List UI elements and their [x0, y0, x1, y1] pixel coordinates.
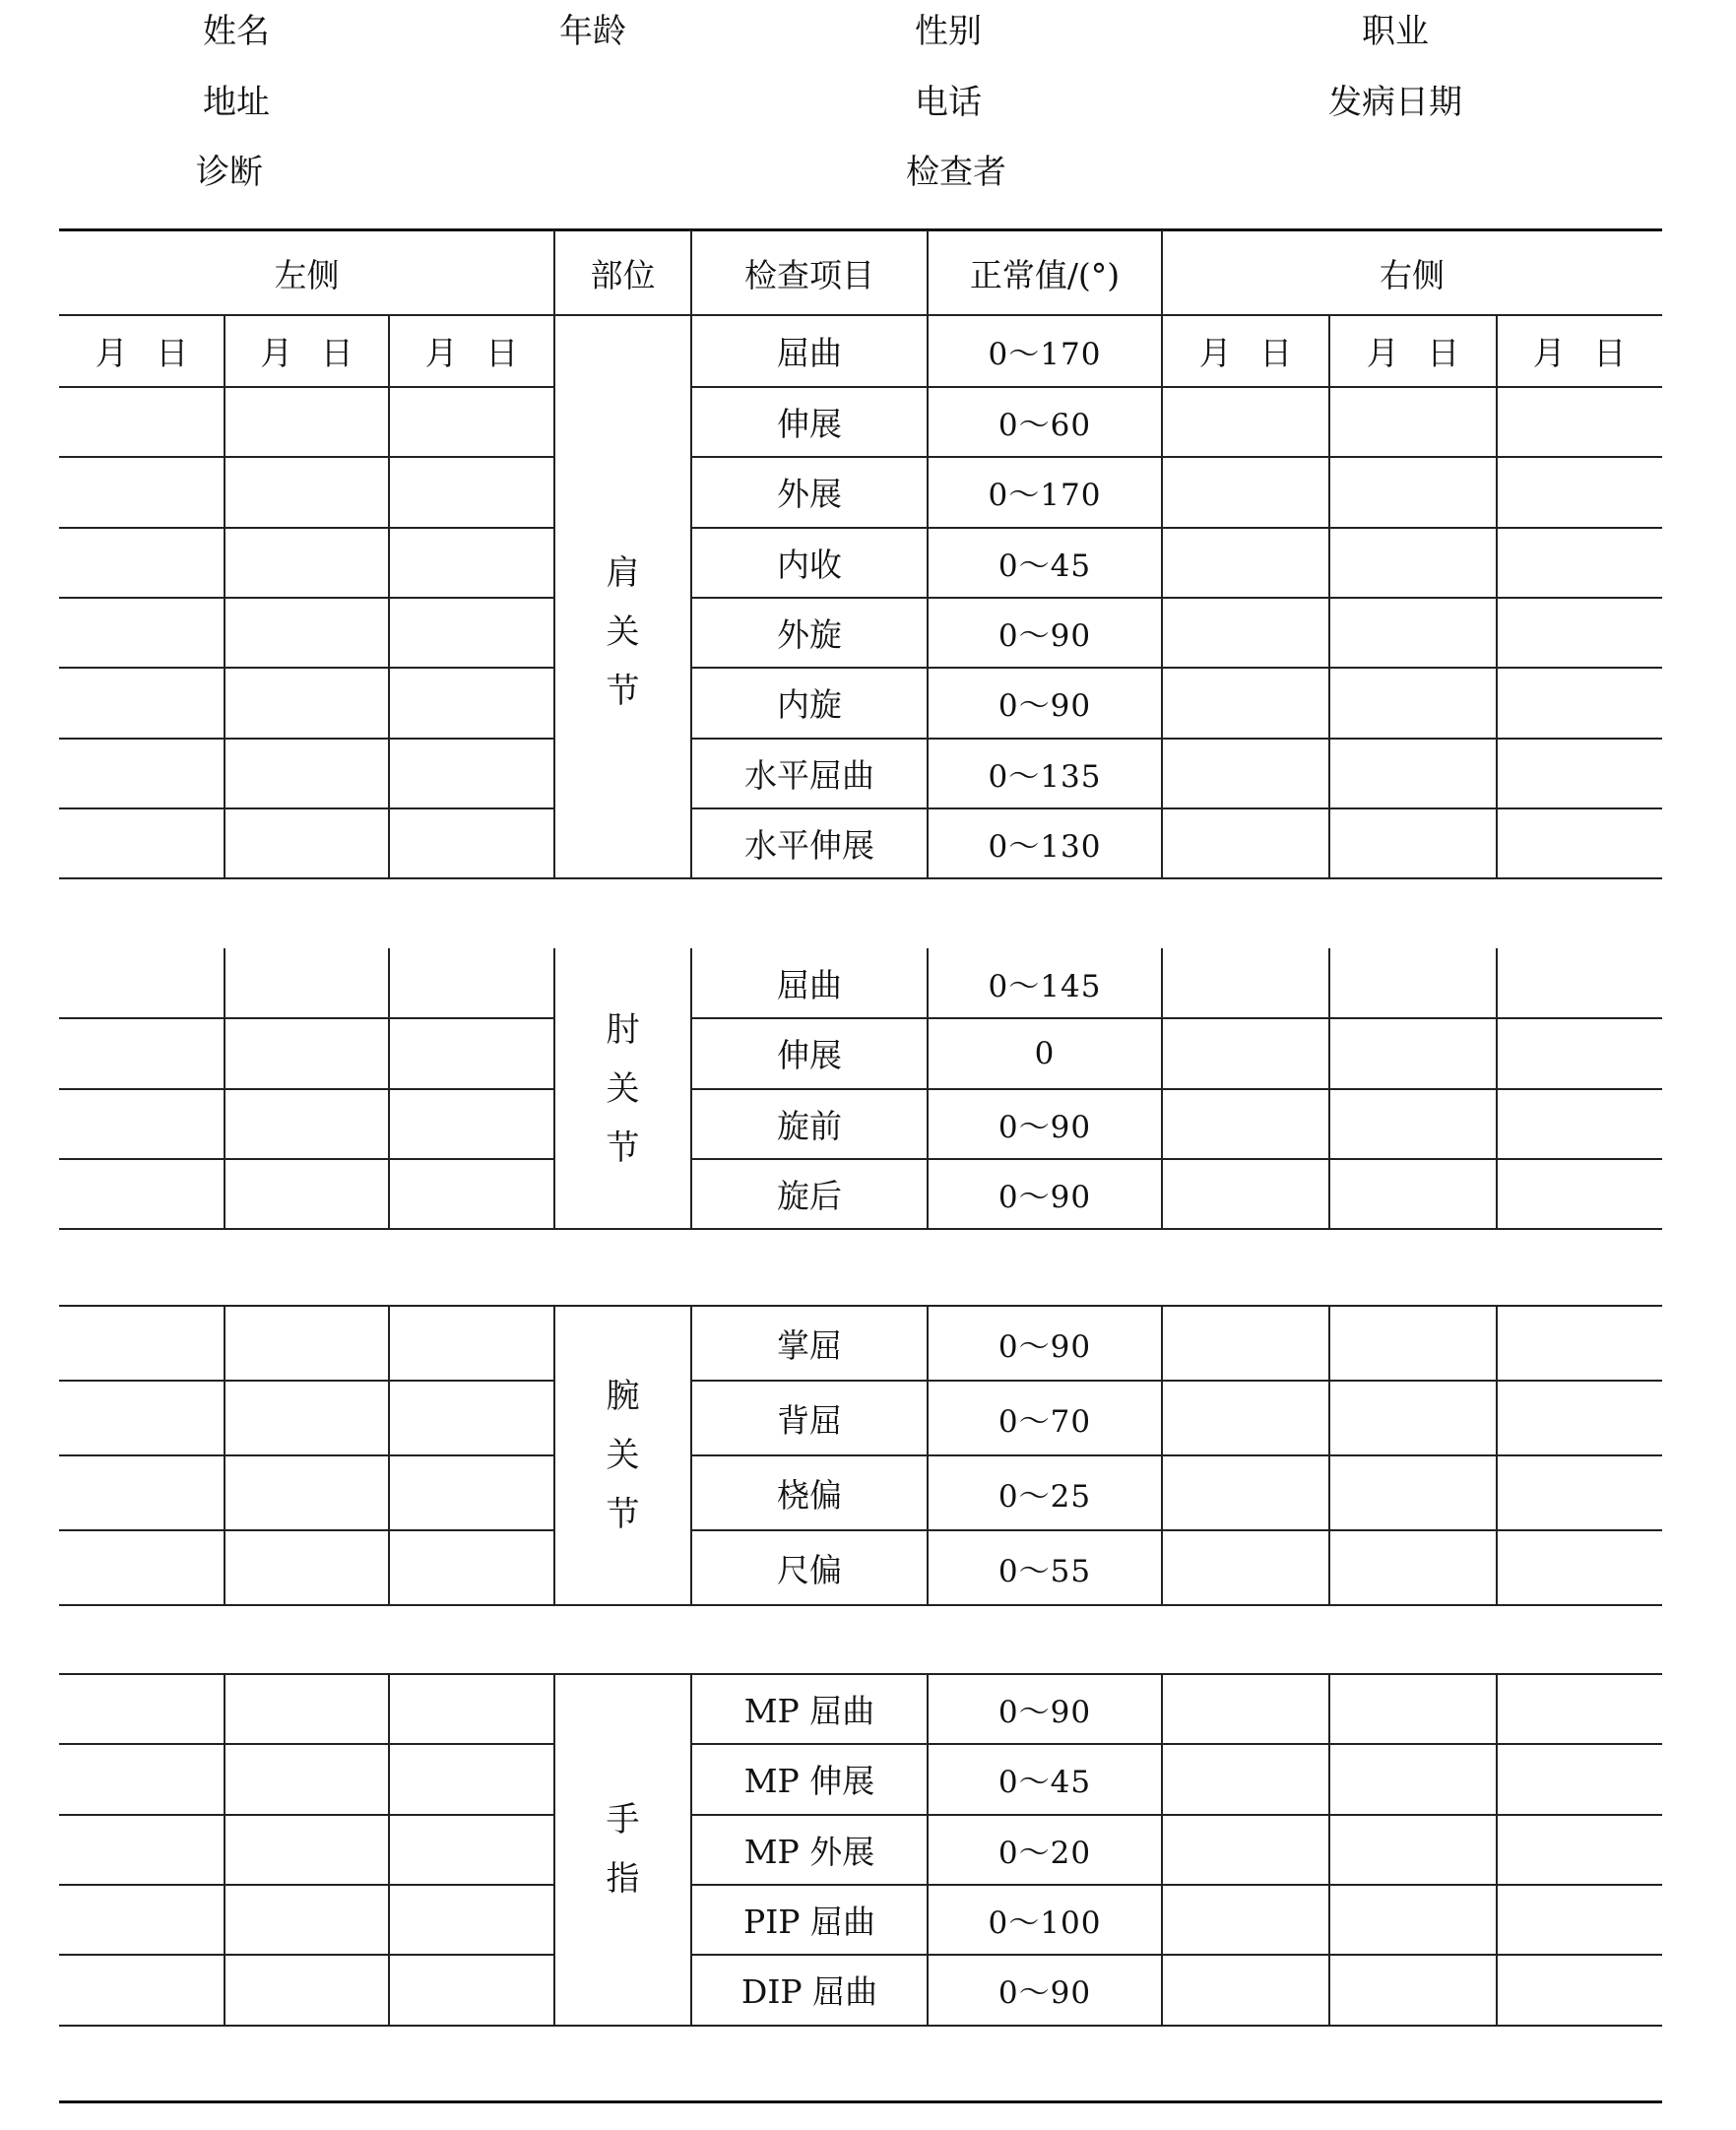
row-divider — [691, 1529, 1662, 1531]
column-divider — [927, 1306, 929, 1605]
section-bottom-rule — [59, 877, 1662, 879]
column-divider — [690, 315, 692, 878]
date-row-divider — [59, 386, 554, 388]
normal-value: 0～170 — [988, 478, 1102, 514]
joint-part-char: 肩 — [606, 552, 640, 593]
column-divider — [927, 315, 929, 878]
exam-item: MP 伸展 — [743, 1762, 875, 1801]
header-column-divider — [1161, 230, 1163, 315]
joint-part-char: 指 — [606, 1859, 640, 1900]
row-divider — [691, 1088, 1662, 1090]
row-divider — [691, 456, 1662, 458]
row-divider — [691, 1954, 1662, 1956]
exam-item: 水平伸展 — [744, 825, 874, 865]
row-divider — [59, 1454, 554, 1456]
column-divider — [553, 1674, 555, 2026]
normal-value: 0～100 — [988, 1905, 1102, 1942]
column-divider — [1328, 1674, 1330, 2026]
normal-value-header: 正常值/(°) — [969, 255, 1121, 294]
joint-part-label — [554, 948, 691, 1229]
joint-part-char: 节 — [606, 671, 640, 711]
column-divider — [1161, 1306, 1163, 1605]
exam-item: 内旋 — [777, 685, 842, 725]
date-column-divider — [1328, 315, 1330, 387]
normal-value: 0～135 — [988, 758, 1102, 795]
exam-item: 内收 — [777, 545, 842, 584]
joint-part-char: 腕 — [606, 1377, 640, 1416]
normal-value: 0～90 — [997, 1109, 1092, 1145]
column-divider — [690, 1674, 692, 2026]
row-divider — [59, 1954, 554, 1956]
row-divider — [59, 1743, 554, 1745]
exam-item: 背屈 — [777, 1400, 842, 1440]
joint-part-label — [554, 1306, 691, 1605]
normal-value: 0～90 — [997, 1180, 1092, 1216]
normal-value: 0～130 — [988, 828, 1102, 865]
normal-value: 0～55 — [997, 1553, 1092, 1589]
row-divider — [691, 807, 1662, 809]
column-divider — [1496, 1674, 1498, 2026]
exam-item: MP 屈曲 — [743, 1692, 875, 1731]
column-divider — [553, 315, 555, 878]
column-divider — [1161, 1674, 1163, 2026]
date-row-divider — [1162, 386, 1662, 388]
phone-label: 电话 — [915, 83, 982, 122]
left-side-header: 左侧 — [274, 255, 340, 294]
column-divider — [1496, 1306, 1498, 1605]
row-divider — [691, 1454, 1662, 1456]
column-divider — [388, 387, 390, 878]
row-divider — [59, 1884, 554, 1886]
sex-label: 性别 — [915, 12, 982, 51]
row-divider — [691, 1158, 1662, 1160]
exam-item: PIP 屈曲 — [743, 1903, 875, 1942]
normal-value: 0～90 — [997, 1328, 1092, 1365]
column-divider — [1328, 948, 1330, 1229]
right-side-header: 右侧 — [1380, 255, 1445, 294]
row-divider — [59, 527, 554, 529]
part-header: 部位 — [590, 255, 656, 294]
row-divider — [59, 1158, 554, 1160]
row-divider — [59, 667, 554, 669]
row-divider — [691, 597, 1662, 599]
column-divider — [553, 1306, 555, 1605]
normal-value: 0～25 — [997, 1478, 1092, 1515]
left-date-header: 月 日 — [424, 334, 519, 372]
column-divider — [553, 948, 555, 1229]
joint-part-char: 关 — [606, 612, 640, 652]
age-label: 年龄 — [559, 12, 626, 51]
date-column-divider — [1496, 315, 1498, 387]
row-divider — [59, 738, 554, 740]
normal-value: 0～90 — [997, 1695, 1092, 1731]
joint-part-char: 关 — [606, 1436, 640, 1475]
left-date-header: 月 日 — [95, 334, 189, 372]
right-date-header: 月 日 — [1532, 334, 1627, 372]
row-divider — [59, 1017, 554, 1019]
normal-value: 0～20 — [997, 1835, 1092, 1871]
column-divider — [927, 948, 929, 1229]
exam-item-header: 检查项目 — [744, 255, 874, 294]
right-date-header: 月 日 — [1366, 334, 1460, 372]
exam-item: 外旋 — [777, 615, 842, 655]
row-divider — [691, 667, 1662, 669]
joint-part-char: 节 — [606, 1128, 640, 1168]
exam-item: DIP 屈曲 — [740, 1972, 878, 2012]
row-divider — [691, 1380, 1662, 1382]
normal-value: 0～90 — [997, 618, 1092, 655]
column-divider — [1496, 948, 1498, 1229]
diagnosis-label: 诊断 — [196, 153, 263, 192]
exam-item: MP 外展 — [743, 1832, 875, 1871]
column-divider — [224, 1306, 225, 1605]
row-divider — [59, 1088, 554, 1090]
joint-part-char: 肘 — [606, 1009, 640, 1050]
row-divider — [691, 738, 1662, 740]
exam-item: 水平屈曲 — [744, 755, 874, 795]
exam-item: 桡偏 — [777, 1475, 842, 1515]
exam-item: 旋前 — [777, 1106, 842, 1145]
right-date-header: 月 日 — [1198, 334, 1293, 372]
normal-value: 0～70 — [997, 1403, 1092, 1440]
exam-item: 掌屈 — [777, 1325, 842, 1365]
row-divider — [691, 1814, 1662, 1816]
joint-part-label — [554, 315, 691, 948]
column-divider — [224, 387, 225, 878]
row-divider — [59, 807, 554, 809]
column-divider — [690, 948, 692, 1229]
normal-value: 0～45 — [997, 1765, 1092, 1801]
column-divider — [388, 1674, 390, 2026]
normal-value: 0～90 — [997, 1975, 1092, 2012]
column-divider — [1161, 315, 1163, 878]
address-label: 地址 — [203, 83, 270, 122]
joint-part-char: 关 — [606, 1068, 640, 1109]
column-divider — [1328, 387, 1330, 878]
column-divider — [388, 948, 390, 1229]
normal-value: 0～60 — [997, 408, 1092, 444]
column-divider — [224, 1674, 225, 2026]
exam-item: 旋后 — [777, 1177, 842, 1216]
row-divider — [59, 1380, 554, 1382]
name-label: 姓名 — [203, 12, 270, 51]
normal-value: 0～145 — [988, 969, 1102, 1005]
exam-item: 尺偏 — [777, 1550, 842, 1589]
date-column-divider — [388, 315, 390, 387]
column-divider — [224, 948, 225, 1229]
exam-item: 伸展 — [777, 405, 842, 444]
exam-item: 外展 — [777, 475, 842, 514]
row-divider — [691, 527, 1662, 529]
row-divider — [691, 1884, 1662, 1886]
column-divider — [690, 1306, 692, 1605]
row-divider — [59, 1814, 554, 1816]
joint-part-label — [554, 1674, 691, 2026]
exam-item: 屈曲 — [777, 334, 842, 372]
normal-value: 0～45 — [997, 548, 1092, 584]
column-divider — [388, 1306, 390, 1605]
date-column-divider — [224, 315, 225, 387]
occupation-label: 职业 — [1362, 12, 1429, 51]
joint-part-char: 手 — [606, 1800, 640, 1840]
row-divider — [59, 1529, 554, 1531]
joint-part-char: 节 — [606, 1495, 640, 1534]
examiner-label: 检查者 — [906, 153, 1006, 192]
normal-value: 0～90 — [997, 688, 1092, 725]
column-divider — [927, 1674, 929, 2026]
row-divider — [59, 597, 554, 599]
row-divider — [59, 456, 554, 458]
normal-value: 0 — [1034, 1035, 1056, 1071]
header-column-divider — [553, 230, 555, 315]
column-divider — [1328, 1306, 1330, 1605]
onset-date-label: 发病日期 — [1328, 83, 1462, 122]
exam-item: 伸展 — [777, 1036, 842, 1075]
exam-item: 屈曲 — [777, 966, 842, 1005]
row-divider — [691, 1017, 1662, 1019]
header-column-divider — [927, 230, 929, 315]
header-column-divider — [690, 230, 692, 315]
row-divider — [691, 1743, 1662, 1745]
column-divider — [1496, 387, 1498, 878]
normal-value: 0～170 — [988, 337, 1102, 372]
column-divider — [1161, 948, 1163, 1229]
left-date-header: 月 日 — [260, 334, 354, 372]
